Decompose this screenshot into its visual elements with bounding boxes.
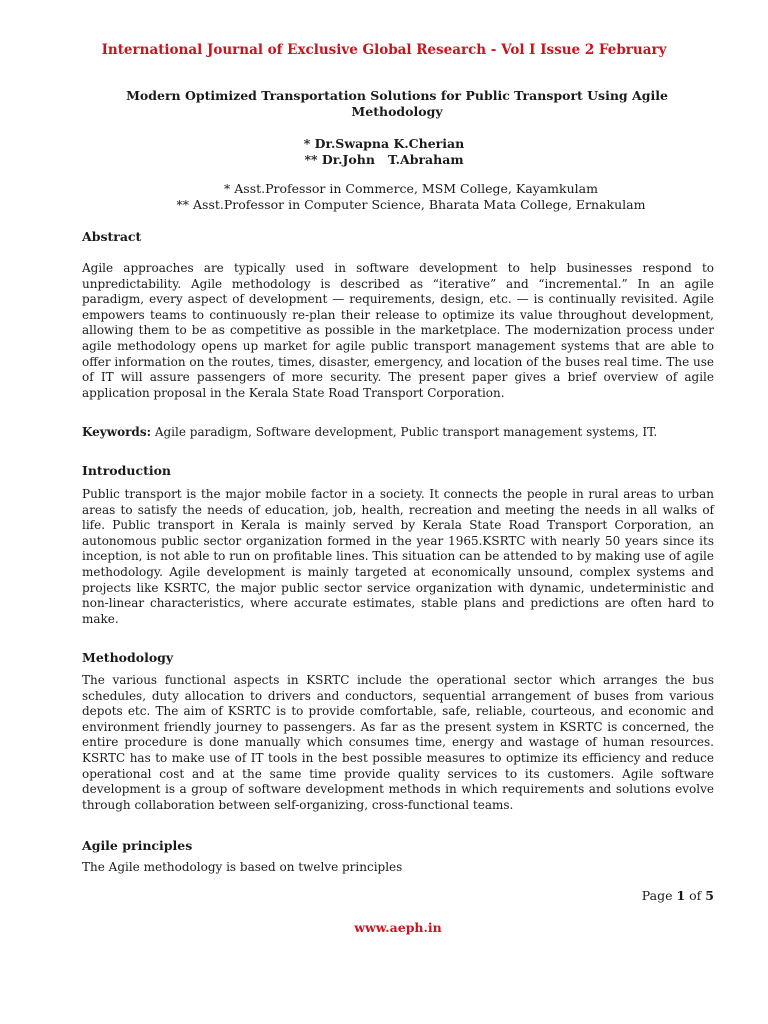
methodology-text: The various functional aspects in KSRTC include the operational sector which arranges the bus schedules, duty allocation to drivers and conductors, sequential arrangement of buses from various depots etc. The aim of KSRTC is to provide comfortable, safe, reliable, courteous, and economic and environment friendly journey to passengers. As far as the present system in KSRTC is concerned, the entire procedure is done manually which consumes time, energy and wastage of human resources. KSRTC has to make use of IT tools in the best possible measures to optimize its efficiency and reduce operational cost and at the same time provide quality services to its customers. Agile software development is a group of software development methods in which requirements and solutions evolve through collaboration between self-organizing, cross-functional teams. [82,673,714,812]
keywords-label: Keywords: [82,425,152,439]
paper-title: Modern Optimized Transportation Solutions for Public Transport Using Agile Methodology [126,88,668,119]
current-page: 1 [676,888,686,903]
journal-header: International Journal of Exclusive Global Research - Vol I Issue 2 February [101,42,667,58]
keywords-text: Agile paradigm, Software development, Public transport management systems, IT. [151,425,658,439]
abstract-heading: Abstract [82,229,142,244]
website-link[interactable]: www.aeph.in [354,920,442,935]
author-2: ** Dr.John T.Abraham [304,152,464,167]
introduction-text: Public transport is the major mobile factor in a society. It connects the people in rural areas to urban areas to satisfy the needs of education, job, health, recreation and meeting the needs in all walks of life. Public transport in Kerala is mainly served by Kerala State Road Transport Corporation, an autonomous public sector organization formed in the year 1965.KSRTC with nearly 50 years since its inception, is not able to run on profitable lines. This situation can be attended to by making use of agile methodology. Agile development is mainly targeted at economically unsound, complex systems and projects like KSRTC, the major public sector service organization with dynamic, undeterministic and non-linear characteristics, where accurate estimates, stable plans and predictions are often hard to make. [82,487,714,626]
page-number [642,888,714,903]
author-1: * Dr.Swapna K.Cherian [303,136,465,151]
affiliation-1: * Asst.Professor in Commerce, MSM College, Kayamkulam [224,181,598,196]
introduction-heading: Introduction [82,463,172,478]
total-pages: 5 [705,888,714,903]
abstract-text: Agile approaches are typically used in software development to help businesses respond to unpredictability. Agile methodology is described as “iterative” and “incremental.” In an agile paradigm, every aspect of development — requirements, design, etc. — is continually revisited. Agile empowers teams to continuously re-plan their release to optimize its value throughout development, allowing them to be as competitive as possible in the marketplace. The modernization process under agile methodology opens up market for agile public transport management systems that are able to offer information on the routes, times, disaster, emergency, and location of the buses real time. The use of IT will assure passengers of more security. The present paper gives a brief overview of agile application proposal in the Kerala State Road Transport Corporation. [82,261,714,400]
affiliation-2: ** Asst.Professor in Computer Science, Bharata Mata College, Ernakulam [176,197,646,212]
methodology-heading: Methodology [82,650,174,665]
agile-principles-text: The Agile methodology is based on twelve principles [82,860,403,874]
agile-principles-heading: Agile principles [82,838,193,853]
keywords [82,425,714,441]
of-label: of [685,888,706,903]
page-label: Page [641,888,677,903]
